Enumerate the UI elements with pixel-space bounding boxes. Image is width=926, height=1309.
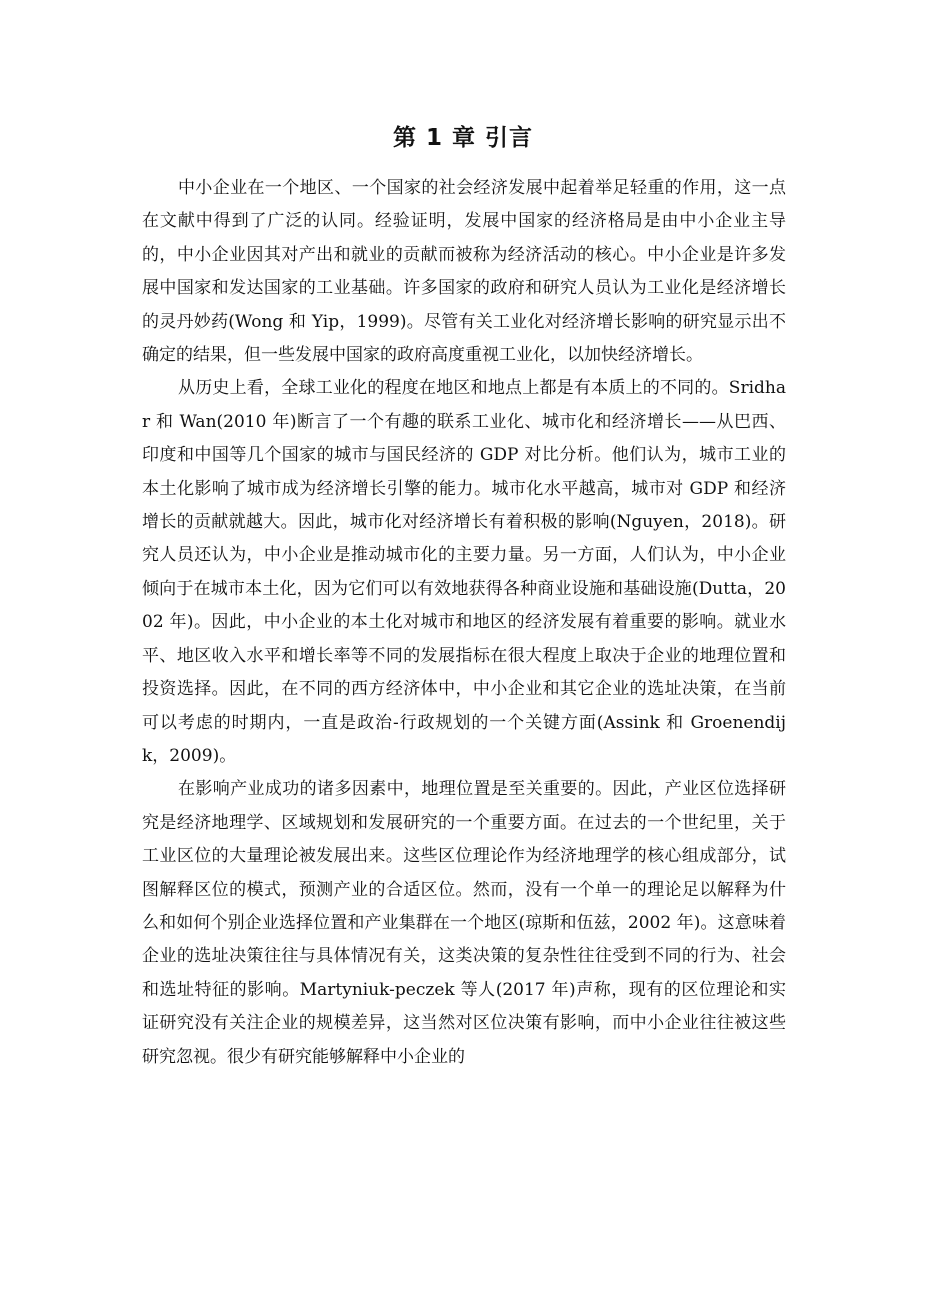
paragraph-1: 中小企业在一个地区、一个国家的社会经济发展中起着举足轻重的作用，这一点在文献中得到了广泛的认同。经验证明，发展中国家的经济格局是由中小企业主导的，中小企业因其对产出和就业的贡献而被称为经济活动的核心。中小企业是许多发展中国家和发达国家的工业基础。许多国家的政府和研究人员认为工业化是经济增长的灵丹妙药(Wong 和 Yip，1999)。尽管有关工业化对经济增长影响的研究显示出不确定的结果，但一些发展中国家的政府高度重视工业化，以加快经济增长。 — [142, 178, 786, 366]
chapter-body — [142, 172, 786, 1074]
paragraph-2: 从历史上看，全球工业化的程度在地区和地点上都是有本质上的不同的。Sridhar 和 Wan(2010 年)断言了一个有趣的联系工业化、城市化和经济增长——从巴西、印度和中国等几个国家的城市与国民经济的 GDP 对比分析。他们认为，城市工业的本土化影响了城市成为经济增长引擎的能力。城市化水平越高，城市对 GDP 和经济增长的贡献就越大。因此，城市化对经济增长有着积极的影响(Nguyen，2018)。研究人员还认为，中小企业是推动城市化的主要力量。另一方面，人们认为，中小企业倾向于在城市本土化，因为它们可以有效地获得各种商业设施和基础设施(Dutta，2002 年)。因此，中小企业的本土化对城市和地区的经济发展有着重要的影响。就业水平、地区收入水平和增长率等不同的发展指标在很大程度上取决于企业的地理位置和投资选择。因此，在不同的西方经济体中，中小企业和其它企业的选址决策，在当前可以考虑的时期内，一直是政治-行政规划的一个关键方面(Assink 和 Groenendijk，2009)。 — [142, 378, 786, 766]
chapter-title: 第 1 章 引言 — [392, 125, 534, 151]
paragraph-3: 在影响产业成功的诸多因素中，地理位置是至关重要的。因此，产业区位选择研究是经济地理学、区域规划和发展研究的一个重要方面。在过去的一个世纪里，关于工业区位的大量理论被发展出来。这些区位理论作为经济地理学的核心组成部分，试图解释区位的模式，预测产业的合适区位。然而，没有一个单一的理论足以解释为什么和如何个别企业选择位置和产业集群在一个地区(琼斯和伍兹，2002 年)。这意味着企业的选址决策往往与具体情况有关，这类决策的复杂性往往受到不同的行为、社会和选址特征的影响。Martyniuk-peczek 等人(2017 年)声称，现有的区位理论和实证研究没有关注企业的规模差异，这当然对区位决策有影响，而中小企业往往被这些研究忽视。很少有研究能够解释中小企业的 — [142, 779, 786, 1067]
